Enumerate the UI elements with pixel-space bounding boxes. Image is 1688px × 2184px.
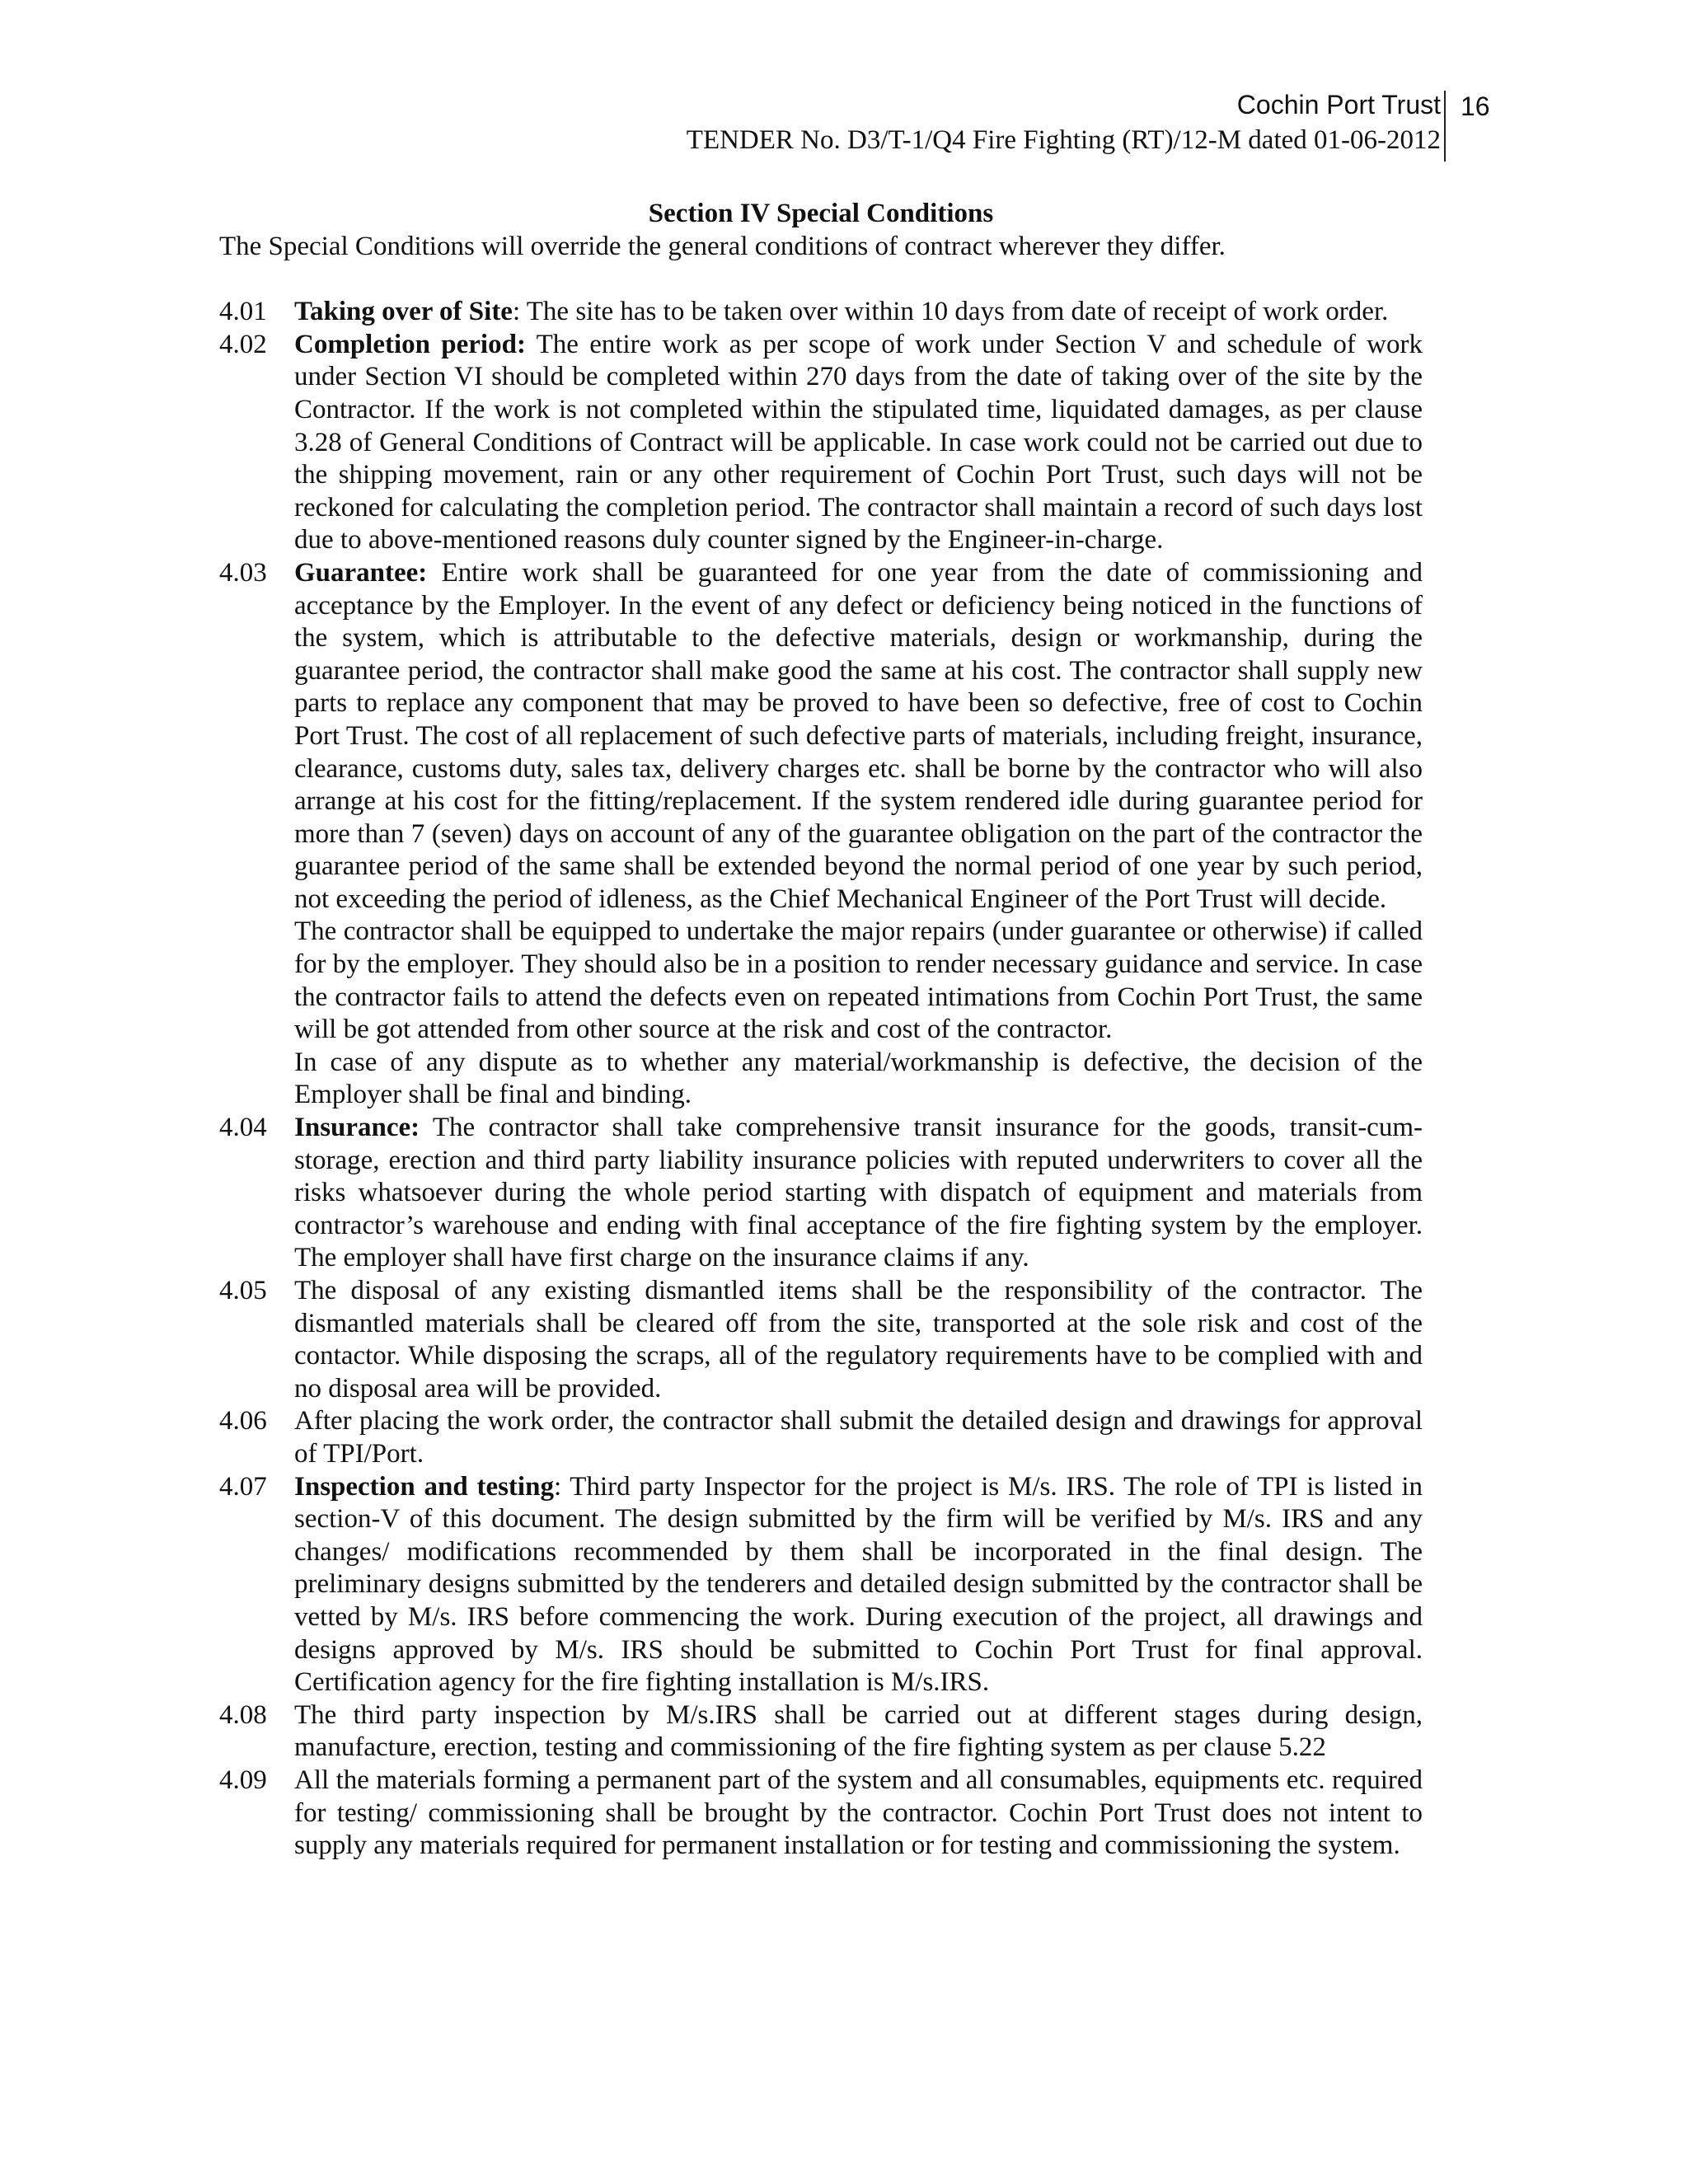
page-header <box>687 87 1441 158</box>
clause-number: 4.07 <box>219 1471 267 1502</box>
clause-body <box>294 1405 1423 1470</box>
clause-text: The contractor shall take comprehensive transit insurance for the goods, transit-cum-storage, erection and third party liability insurance policies with reputed underwriters to cover all the risks whatsoever during the whole period starting with dispatch of equipment and materials from contractor’s warehouse and ending with final acceptance of the fire fighting system by the employer. The employer shall have first charge on the insurance claims if any. <box>294 1113 1423 1273</box>
clause-number: 4.09 <box>219 1765 267 1795</box>
clause-text: The disposal of any existing dismantled items shall be the responsibility of the contractor. The dismantled materials shall be cleared off from the site, transported at the sole risk and cost of the contactor. While disposing the scraps, all of the regulatory requirements have to be complied with and no disposal area will be provided. <box>294 1276 1423 1404</box>
clause-body <box>294 1699 1423 1765</box>
clause-text: After placing the work order, the contractor shall submit the detailed design and drawings for approval of TPI/Port. <box>294 1406 1423 1469</box>
header-organization: Cochin Port Trust <box>1236 90 1441 120</box>
clause-text: The entire work as per scope of work under Section V and schedule of work under Section VI should be completed within 270 days from the date of taking over of the site by the Contractor. If the work is not completed within the stipulated time, liquidated damages, as per clause 3.28 of General Conditions of Contract will be applicable. In case work could not be carried out due to the shipping movement, rain or any other requirement of Cochin Port Trust, such days will not be reckoned for calculating the completion period. The contractor shall maintain a record of such days lost due to above-mentioned reasons duly counter signed by the Engineer-in-charge. <box>294 329 1423 555</box>
clause-number: 4.02 <box>219 329 267 359</box>
clause-text: : The site has to be taken over within 10 days from date of receipt of work order. <box>512 297 1389 327</box>
clause-number: 4.05 <box>219 1276 267 1305</box>
section-title: Section IV Special Conditions <box>648 199 994 228</box>
clause-text: Entire work shall be guaranteed for one year from the date of commissioning and acceptance by the Employer. In the event of any defect or deficiency being noticed in the functions of the system, which is attributable to the defective materials, design or workmanship, during the guarantee period, the contractor shall make good the same at his cost. The contractor shall supply new parts to replace any component that may be proved to have been so defective, free of cost to Cochin Port Trust. The cost of all replacement of such defective parts of materials, including freight, insurance, clearance, customs duty, sales tax, delivery charges etc. shall be borne by the contractor who will also arrange at his cost for the fitting/replacement. If the system rendered idle during guarantee period for more than 7 (seven) days on account of any of the guarantee obligation on the part of the contractor the guarantee period of the same shall be extended beyond the normal period of one year by such period, not exceeding the period of idleness, as the Chief Mechanical Engineer of the Port Trust will decide. <box>294 557 1423 914</box>
clause-heading: Completion period: <box>294 329 526 359</box>
clause-4-08 <box>219 1699 1423 1765</box>
clause-body <box>294 1765 1423 1863</box>
clause-4-05 <box>219 1275 1423 1405</box>
clause-paragraph: In case of any dispute as to whether any material/workmanship is defective, the decision of the Employer shall be final and binding. <box>294 1047 1423 1110</box>
clause-text: : Third party Inspector for the project is M/s. IRS. The role of TPI is listed in section-V of this document. The design submitted by the firm will be verified by M/s. IRS and any changes/ modifications recommended by them shall be incorporated in the final design. The preliminary designs submitted by the tenderers and detailed design submitted by the contractor shall be vetted by M/s. IRS before commencing the work. During execution of the project, all drawings and designs approved by M/s. IRS should be submitted to Cochin Port Trust for final approval. Certification agency for the fire fighting installation is M/s.IRS. <box>294 1471 1423 1698</box>
clause-body <box>294 1112 1423 1275</box>
document-body <box>219 198 1423 1863</box>
clause-heading: Taking over of Site <box>294 297 513 327</box>
header-tender-number: TENDER No. D3/T-1/Q4 Fire Fighting (RT)/12-M dated 01-06-2012 <box>686 125 1441 155</box>
clause-heading: Inspection and testing <box>294 1471 554 1502</box>
clause-4-09 <box>219 1765 1423 1863</box>
clause-4-01 <box>219 296 1423 329</box>
clause-body <box>294 1471 1423 1699</box>
clause-text: All the materials forming a permanent part of the system and all consumables, equipments etc. required for testing/ commissioning shall be brought by the contractor. Cochin Port Trust does not intent to supply any materials required for permanent installation or for testing and commissioning the system. <box>294 1765 1423 1861</box>
section-intro: The Special Conditions will override the general conditions of contract wherever they differ. <box>219 231 1226 261</box>
clause-text: The third party inspection by M/s.IRS shall be carried out at different stages during design, manufacture, erection, testing and commissioning of the fire fighting system as per clause 5.22 <box>294 1699 1423 1763</box>
clause-heading: Guarantee: <box>294 557 428 588</box>
clause-paragraph: The contractor shall be equipped to undertake the major repairs (under guarantee or otherwise) if called for by the employer. They should also be in a position to render necessary guidance and service. In case the contractor fails to attend the defects even on repeated intimations from Cochin Port Trust, the same will be got attended from other source at the risk and cost of the contractor. <box>294 916 1423 1045</box>
clause-body <box>294 329 1423 557</box>
header-divider <box>1444 91 1446 162</box>
clause-number: 4.06 <box>219 1406 267 1436</box>
clause-4-06 <box>219 1405 1423 1470</box>
clause-number: 4.08 <box>219 1699 267 1730</box>
page-number: 16 <box>1461 91 1490 121</box>
clause-4-03 <box>219 557 1423 1112</box>
clause-number: 4.03 <box>219 557 267 588</box>
clause-body <box>294 557 1423 1112</box>
clause-number: 4.01 <box>219 297 267 327</box>
clause-body <box>294 1275 1423 1405</box>
clause-number: 4.04 <box>219 1113 267 1143</box>
clause-body <box>294 296 1423 329</box>
clause-heading: Insurance: <box>294 1113 420 1143</box>
clause-4-07 <box>219 1471 1423 1699</box>
clause-4-04 <box>219 1112 1423 1275</box>
clause-4-02 <box>219 329 1423 557</box>
